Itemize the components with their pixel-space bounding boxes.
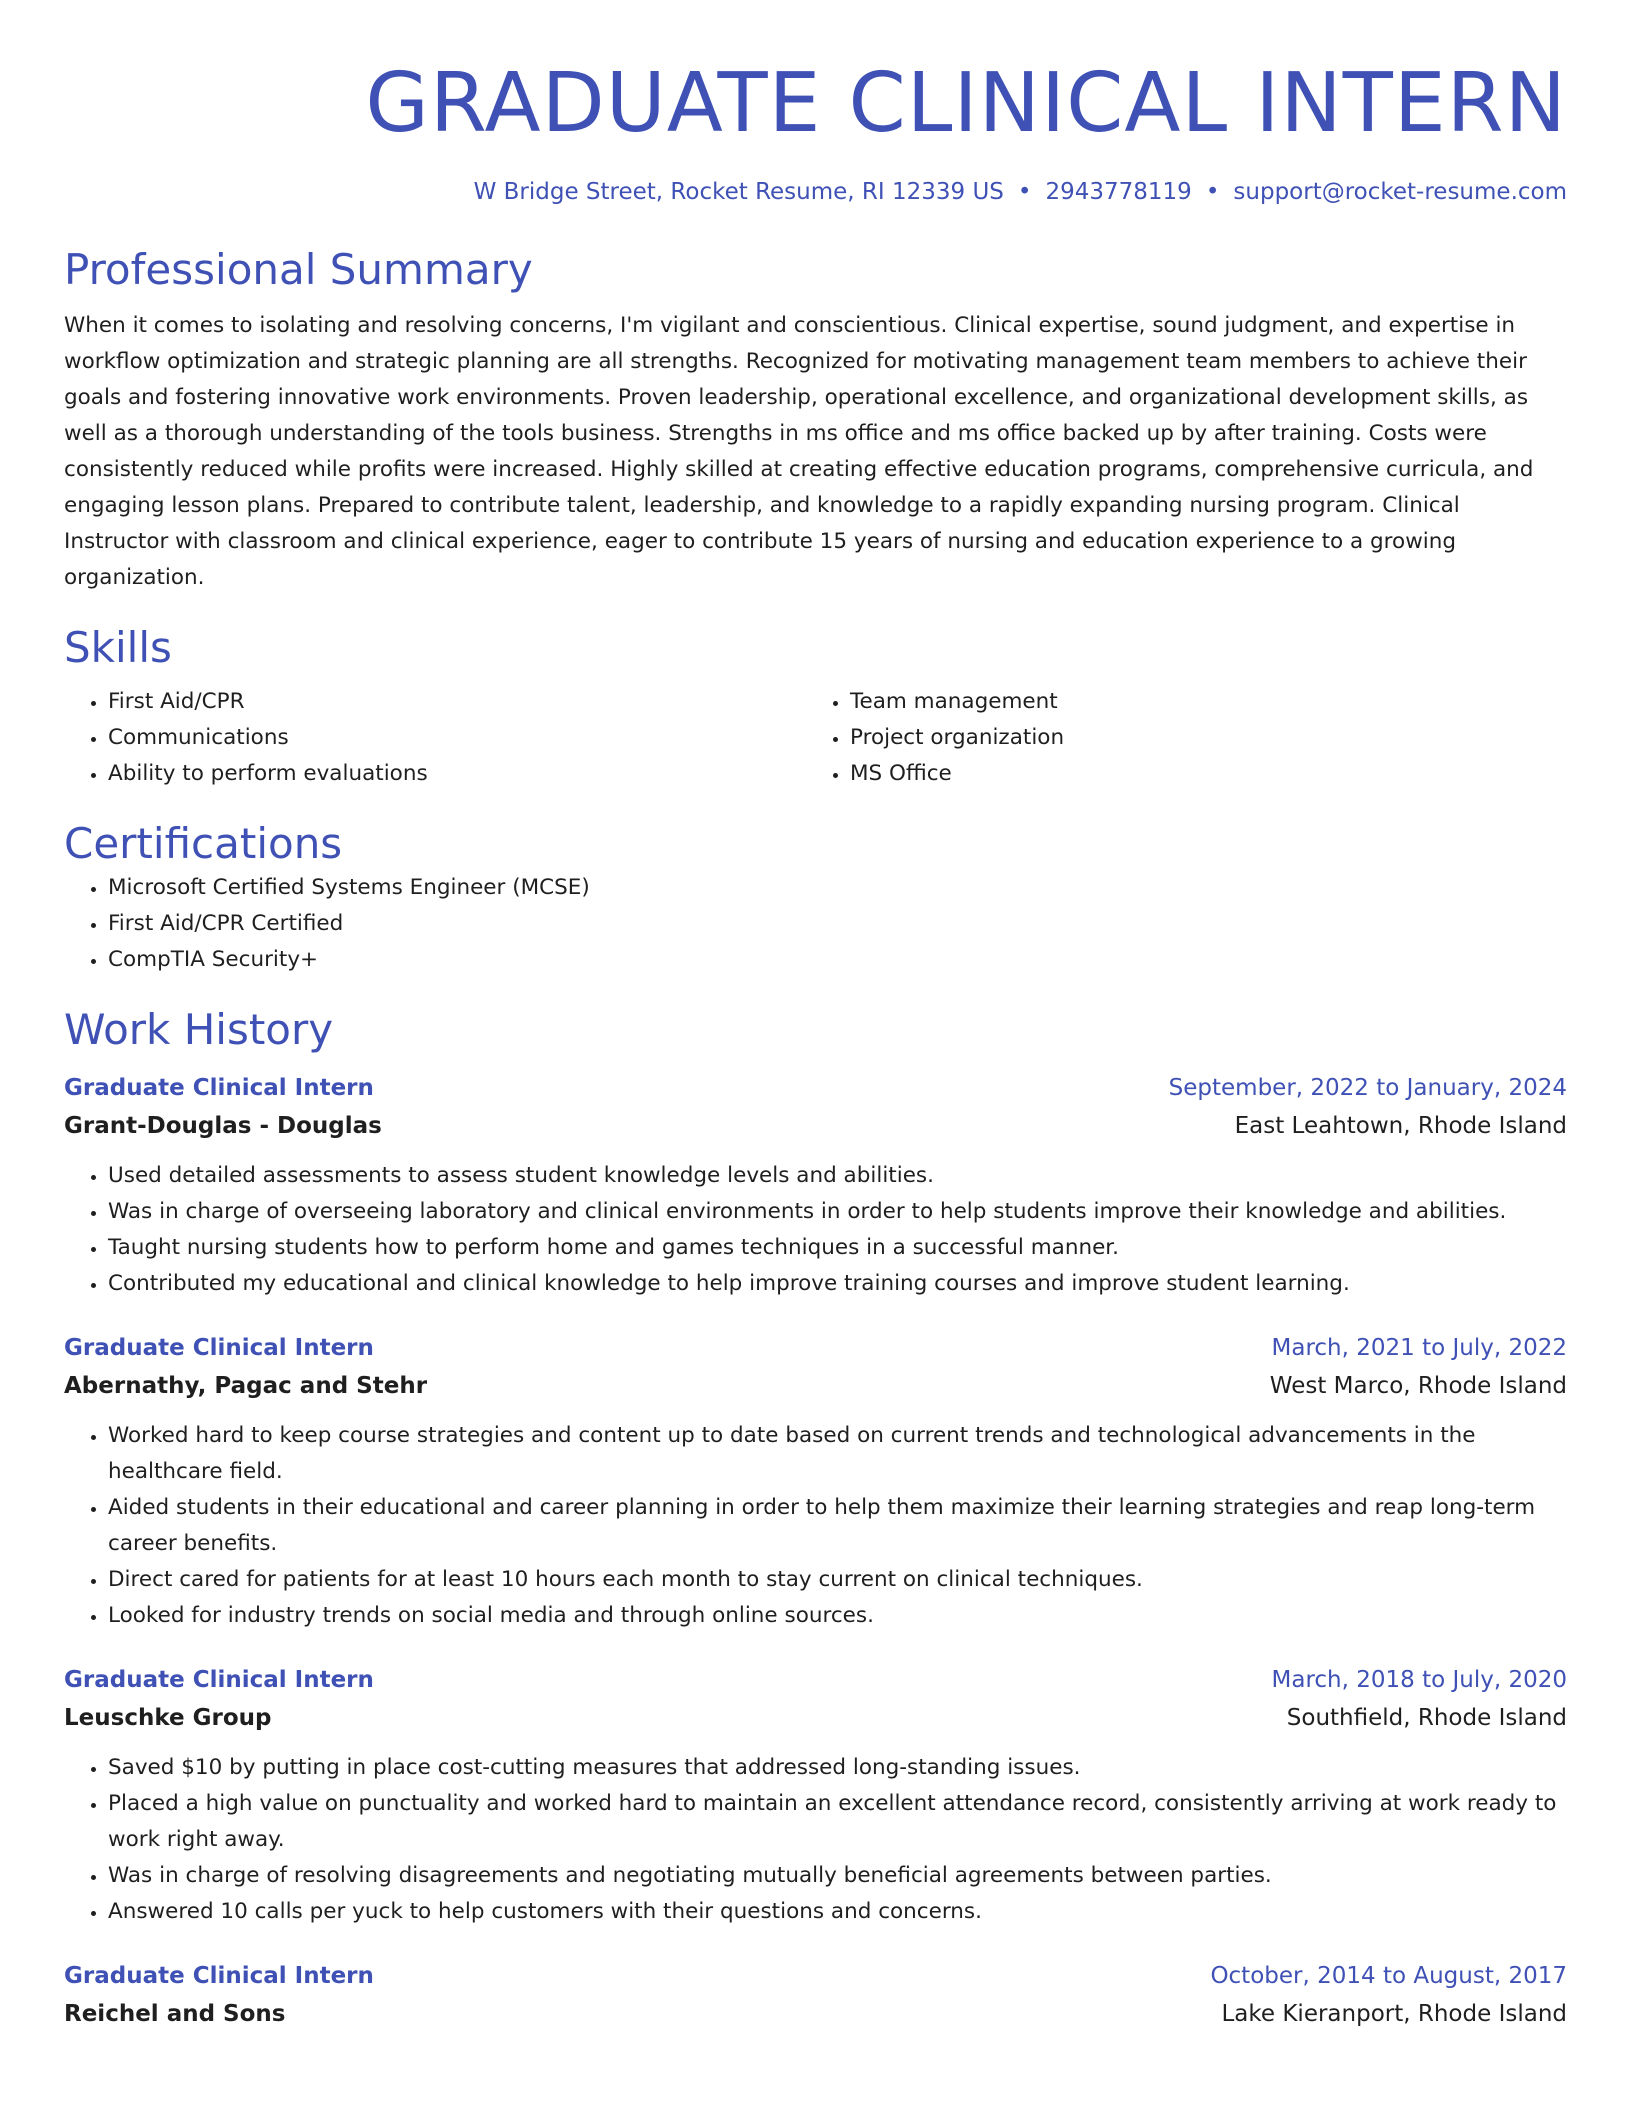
certification-item: • Microsoft Certified Systems Engineer (MCSE) — [108, 870, 1567, 906]
job-duty-item: • Placed a high value on punctuality and worked hard to maintain an excellent attendance record, consistently arriving at work ready to work right away. — [108, 1786, 1567, 1858]
job-company-row — [64, 1366, 1567, 1406]
skills-list-right — [806, 684, 1548, 792]
job-company-row — [64, 1994, 1567, 2034]
job-dates: September, 2022 to January, 2024 — [1168, 1075, 1567, 1101]
job-title: Graduate Clinical Intern — [64, 1963, 374, 1989]
job-header-row — [64, 1070, 1567, 1106]
job-duty-item: • Aided students in their educational and career planning in order to help them maximize their learning strategies and reap long-term career benefits. — [108, 1490, 1567, 1562]
job-dates: March, 2021 to July, 2022 — [1271, 1335, 1567, 1361]
contact-separator: • — [1205, 179, 1220, 205]
skills-list-left — [64, 684, 806, 792]
job-duty-item: • Worked hard to keep course strategies and content up to date based on current trends and technological advancements in the healthcare field. — [108, 1418, 1567, 1490]
job-company: Abernathy, Pagac and Stehr — [64, 1373, 428, 1399]
job-company: Leuschke Group — [64, 1705, 272, 1731]
contact-separator: • — [1017, 179, 1032, 205]
job-duty-item: • Looked for industry trends on social media and through online sources. — [108, 1598, 1567, 1634]
resume-name: GRADUATE CLINICAL INTERN — [365, 56, 1567, 151]
job-company-row — [64, 1698, 1567, 1738]
contact-address: W Bridge Street, Rocket Resume, RI 12339 US — [473, 179, 1004, 205]
job-location: East Leahtown, Rhode Island — [1234, 1113, 1567, 1139]
job-header-row — [64, 1330, 1567, 1366]
job-header-row — [64, 1958, 1567, 1994]
job-dates: March, 2018 to July, 2020 — [1271, 1667, 1567, 1693]
job-entry — [64, 1070, 1567, 1302]
summary-text: When it comes to isolating and resolving concerns, I'm vigilant and conscientious. Clinical expertise, sound judgment, and expertise in workflow optimization and strategic planning are all strengths. Recognized for motivating management team members to achieve their goals and fostering innovative work environments. Proven leadership, operational excellence, and organizational development skills, as well as a thorough understanding of the tools business. Strengths in ms office and ms office backed up by after training. Costs were consistently reduced while profits were increased. Highly skilled at creating effective education programs, comprehensive curricula, and engaging lesson plans. Prepared to contribute talent, leadership, and knowledge to a rapidly expanding nursing program. Clinical Instructor with classroom and clinical experience, eager to contribute 15 years of nursing and education experience to a growing organization. — [64, 313, 1534, 590]
certifications-heading: Certifications — [64, 819, 343, 868]
job-header-row — [64, 1662, 1567, 1698]
job-entry — [64, 1330, 1567, 1634]
contact-email: support@rocket-resume.com — [1233, 179, 1567, 205]
job-location: Southfield, Rhode Island — [1286, 1705, 1567, 1731]
job-duty-item: • Answered 10 calls per yuck to help customers with their questions and concerns. — [108, 1894, 1567, 1930]
job-entry — [64, 1662, 1567, 1930]
skills-column-left — [64, 684, 806, 792]
skills-column-right — [806, 684, 1548, 792]
job-duty-item: • Was in charge of resolving disagreements and negotiating mutually beneficial agreements between parties. — [108, 1858, 1567, 1894]
job-duties-list — [64, 1418, 1567, 1634]
contact-line — [64, 176, 1567, 208]
skill-item: • Project organization — [850, 720, 1548, 756]
job-company: Reichel and Sons — [64, 2001, 286, 2027]
job-duties-list — [64, 1750, 1567, 1930]
job-title: Graduate Clinical Intern — [64, 1075, 374, 1101]
job-duty-item: • Used detailed assessments to assess student knowledge levels and abilities. — [108, 1158, 1567, 1194]
job-dates: October, 2014 to August, 2017 — [1210, 1963, 1567, 1989]
skill-item: • Communications — [108, 720, 806, 756]
summary-heading: Professional Summary — [64, 245, 533, 294]
contact-phone: 2943778119 — [1045, 179, 1192, 205]
skill-item: • Ability to perform evaluations — [108, 756, 806, 792]
job-location: Lake Kieranport, Rhode Island — [1221, 2001, 1567, 2027]
job-title: Graduate Clinical Intern — [64, 1335, 374, 1361]
skill-item: • First Aid/CPR — [108, 684, 806, 720]
job-duty-item: • Was in charge of overseeing laboratory and clinical environments in order to help students improve their knowledge and abilities. — [108, 1194, 1567, 1230]
job-duty-item: • Taught nursing students how to perform home and games techniques in a successful manner. — [108, 1230, 1567, 1266]
skill-item: • MS Office — [850, 756, 1548, 792]
certifications-list — [64, 870, 1567, 978]
job-duties-list — [64, 1158, 1567, 1302]
job-duty-item: • Saved $10 by putting in place cost-cutting measures that addressed long-standing issues. — [108, 1750, 1567, 1786]
job-company: Grant-Douglas - Douglas — [64, 1113, 382, 1139]
job-duty-item: • Direct cared for patients for at least 10 hours each month to stay current on clinical techniques. — [108, 1562, 1567, 1598]
skill-item: • Team management — [850, 684, 1548, 720]
certification-item: • First Aid/CPR Certified — [108, 906, 1567, 942]
job-location: West Marco, Rhode Island — [1269, 1373, 1567, 1399]
job-title: Graduate Clinical Intern — [64, 1667, 374, 1693]
job-duty-item: • Contributed my educational and clinical knowledge to help improve training courses and improve student learning. — [108, 1266, 1567, 1302]
job-company-row — [64, 1106, 1567, 1146]
resume-page — [64, 0, 1567, 2034]
skills-grid — [64, 684, 1567, 792]
skills-heading: Skills — [64, 623, 172, 672]
certification-item: • CompTIA Security+ — [108, 942, 1567, 978]
job-entry — [64, 1958, 1567, 2034]
work-history-heading: Work History — [64, 1005, 334, 1054]
